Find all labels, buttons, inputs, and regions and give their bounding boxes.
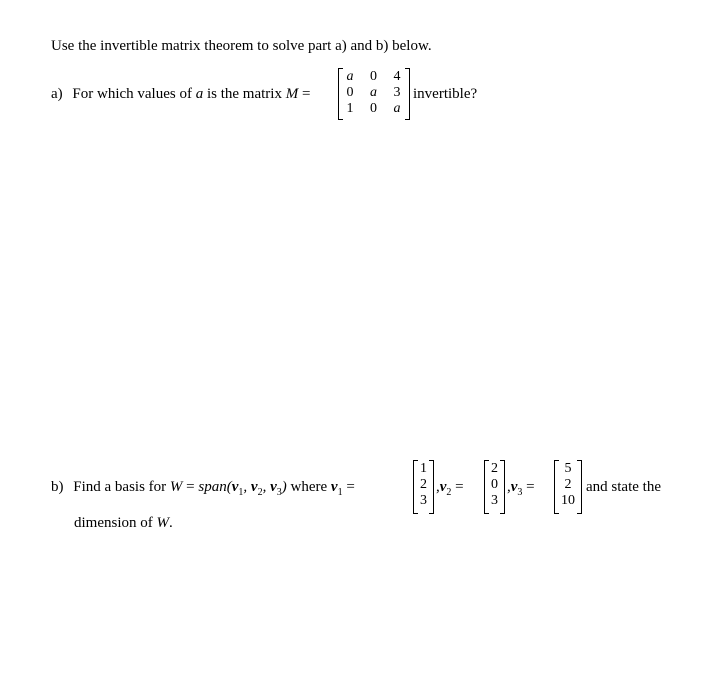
comma: , <box>243 479 248 495</box>
matrix-cell: 3 <box>393 85 401 100</box>
vector-entry: 0 <box>491 477 498 492</box>
vector-entry: 5 <box>564 461 572 476</box>
matrix-cell: 1 <box>346 101 354 116</box>
equals-sign: = <box>186 479 195 495</box>
matrix-row <box>339 70 409 84</box>
intro-text: Use the invertible matrix theorem to solve part a) and b) below. <box>51 38 432 54</box>
separator: , <box>507 479 511 495</box>
vector-entry: 3 <box>491 493 498 508</box>
vector-entry: 10 <box>561 493 575 508</box>
vector-v3 <box>554 460 582 514</box>
matrix-row <box>339 86 409 100</box>
equals-sign: = <box>346 479 355 495</box>
matrix-cell: 0 <box>370 69 377 84</box>
part-a-label: a) <box>51 86 63 102</box>
close-paren: ) <box>281 479 287 495</box>
subscript: 3 <box>276 487 282 498</box>
matrix-cell: 0 <box>346 85 354 100</box>
equals-sign: = <box>526 479 535 495</box>
v-symbol: v <box>250 479 258 495</box>
part-a-text-before: For which values of <box>72 86 192 102</box>
part-b-text-before: Find a basis for <box>73 479 167 495</box>
v-symbol: v <box>270 479 277 495</box>
matrix-cell: a <box>346 69 354 84</box>
equals-sign: = <box>301 86 311 102</box>
part-b-label: b) <box>51 479 64 495</box>
part-a-line <box>51 86 310 103</box>
vector-entry: 2 <box>420 477 427 492</box>
subscript: 2 <box>257 487 263 498</box>
vector-entry: 2 <box>491 461 498 476</box>
matrix-cell: 4 <box>393 69 401 84</box>
w-symbol: W <box>156 515 169 531</box>
subscript: 1 <box>337 487 343 498</box>
vector-v2 <box>484 460 505 514</box>
vec1-name: v <box>330 479 338 495</box>
part-a-text-after: invertible? <box>413 86 478 102</box>
part-a-text-mid: is the matrix <box>206 86 282 102</box>
separator: , <box>436 479 440 495</box>
matrix-cell: 0 <box>370 101 377 116</box>
vector-v1 <box>413 460 434 514</box>
part-a-var: a <box>195 86 204 102</box>
comma: , <box>262 479 267 495</box>
vector-entry: 2 <box>564 477 572 492</box>
where-text: where <box>290 479 328 495</box>
vector-entry: 3 <box>420 493 427 508</box>
line2-text: dimension of <box>74 515 153 531</box>
equals-sign: = <box>455 479 464 495</box>
vec2-label: $,v_2$ = <box>436 479 464 498</box>
matrix-cell: a <box>370 85 377 100</box>
w-symbol: W <box>169 479 183 495</box>
subscript: 1 <box>238 487 244 498</box>
matrix-m <box>338 68 410 120</box>
v-symbol: v <box>231 479 239 495</box>
span-expr: span( <box>198 479 232 495</box>
matrix-name: M <box>285 86 299 102</box>
vec3-label: $,v_3$ = <box>507 479 535 498</box>
vector-entry: 1 <box>420 461 427 476</box>
matrix-cell: a <box>393 101 401 116</box>
part-b-text-after: and state the <box>586 479 661 495</box>
part-b-line2 <box>74 515 173 532</box>
matrix-row <box>339 102 409 116</box>
period: . <box>169 515 173 531</box>
part-b-line <box>51 479 355 498</box>
